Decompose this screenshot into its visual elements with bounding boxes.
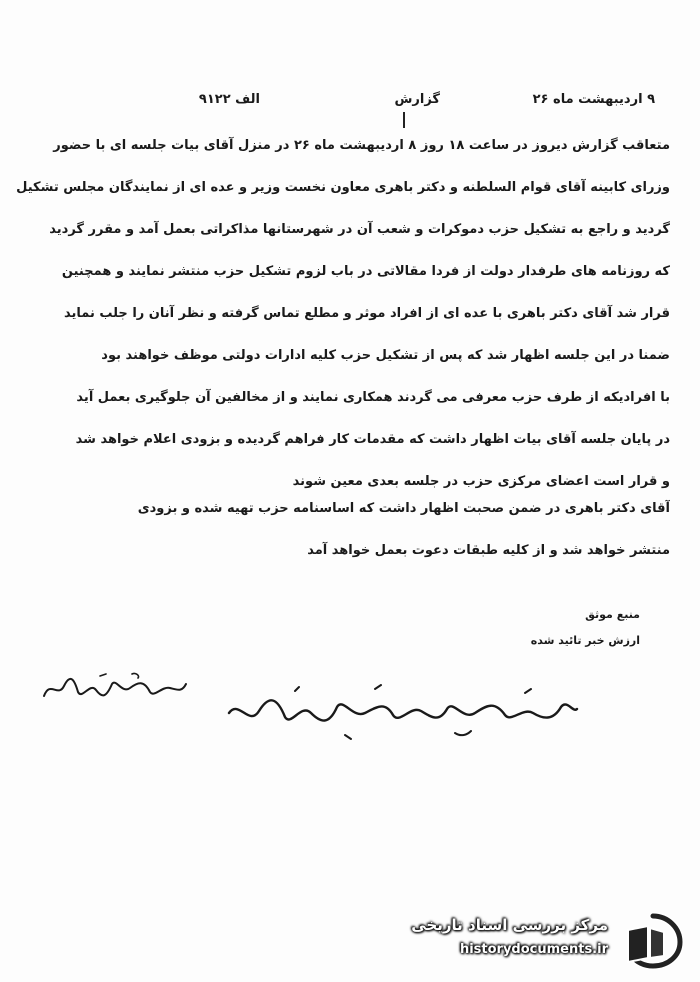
handwritten-signature (40, 668, 190, 708)
archive-logo-icon (622, 912, 684, 970)
report-number: الف ۹۱۲۲ (198, 92, 260, 107)
watermark-title: مرکز بررسی اسناد تاریخی (411, 916, 608, 934)
archive-watermark (398, 910, 688, 970)
body-line: در پایان جلسه آقای بیات اظهار داشت که مقدمات کار فراهم گردیده و بزودی اعلام خواهد شد (75, 432, 670, 447)
report-body (10, 133, 670, 564)
handwritten-annotation (225, 683, 580, 743)
body-line: گردید و راجع به تشکیل حزب دموکرات و شعب آن در شهرستانها مذاکراتی بعمل آمد و مقرر گردید (49, 222, 670, 237)
margin-mark (403, 112, 405, 128)
body-line: قرار شد آقای دکتر باهری با عده ای از افراد موثر و مطلع تماس گرفته و نظر آنان را جلب نماید (63, 306, 670, 321)
body-line: منتشر خواهد شد و از کلیه طبقات دعوت بعمل خواهد آمد (307, 543, 670, 558)
body-line: وزرای کابینه آقای قوام السلطنه و دکتر باهری معاون نخست وزیر و عده ای از نمایندگان مجلس تشکیل (16, 180, 670, 195)
body-line: با افرادیکه از طرف حزب معرفی می گردند همکاری نمایند و از مخالفین آن جلوگیری بعمل آید (76, 390, 670, 405)
body-line: متعاقب گزارش دیروز در ساعت ۱۸ روز ۸ اردیبهشت ماه ۲۶ در منزل آقای بیات جلسه ای با حضور (53, 138, 670, 153)
body-line: آقای دکتر باهری در ضمن صحبت اظهار داشت که اساسنامه حزب تهیه شده و بزودی (137, 501, 670, 516)
news-value: ارزش خبر تائید شده (530, 634, 640, 647)
watermark-url: historydocuments.ir (459, 942, 608, 957)
body-line: که روزنامه های طرفدار دولت از فردا مقالاتی در باب لزوم تشکیل حزب منتشر نمایند و همچنین (61, 264, 670, 279)
report-title: گزارش (394, 92, 440, 107)
report-closing (531, 602, 640, 654)
body-line: و قرار است اعضای مرکزی حزب در جلسه بعدی معین شوند (292, 474, 670, 489)
report-header (95, 92, 655, 116)
source-reliability: منبع موثق (585, 608, 640, 621)
report-date: ۹ اردیبهشت ماه ۲۶ (532, 92, 655, 107)
body-line: ضمنا در این جلسه اظهار شد که پس از تشکیل حزب کلیه ادارات دولتی موظف خواهند بود (101, 348, 670, 363)
